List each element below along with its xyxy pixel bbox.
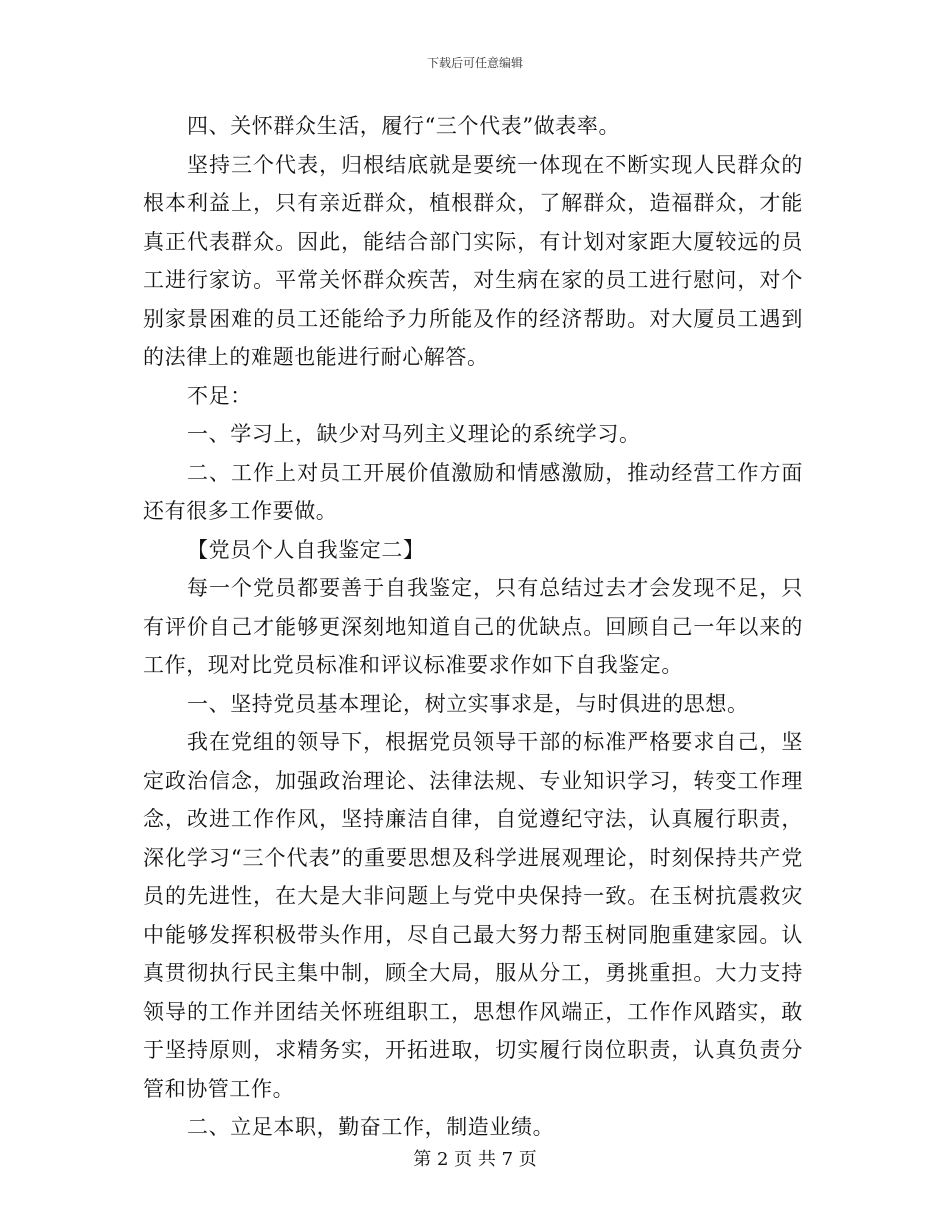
paragraph: 坚持三个代表，归根结底就是要统一体现在不断实现人民群众的根本利益上，只有亲近群众，植根群众，了解群众，造福群众，才能真正代表群众。因此，能结合部门实际，有计划对家距大厦较远的员工进行家访。平常关怀群众疾苦，对生病在家的员工进行慰问，对个别家景困难的员工还能给予力所能及作的经济帮助。对大厦员工遇到的法律上的难题也能进行耐心解答。: [143, 152, 803, 369]
page-footer: 第 2 页 共 7 页: [413, 1149, 537, 1170]
paragraph: 二、立足本职，勤奋工作，制造业绩。: [187, 1115, 555, 1139]
paragraph: 二、工作上对员工开展价值激励和情感激励，推动经营工作方面还有很多工作要做。: [143, 460, 803, 523]
page-header: 下载后可任意编辑: [426, 56, 523, 70]
paragraph: 每一个党员都要善于自我鉴定，只有总结过去才会发现不足，只有评价自己才能够更深刻地知道自己的优缺点。回顾自己一年以来的工作，现对比党员标准和评议标准要求作如下自我鉴定。: [143, 576, 803, 677]
paragraph: 我在党组的领导下，根据党员领导干部的标准严格要求自己，坚定政治信念，加强政治理论、法律法规、专业知识学习，转变工作理念，改进工作作风，坚持廉洁自律，自觉遵纪守法，认真履行职责，深化学习“三个代表”的重要思想及科学进展观理论，时刻保持共产党员的先进性，在大是大非问题上与党中央保持一致。在玉树抗震救灾中能够发挥积极带头作用，尽自己最大努力帮玉树同胞重建家园。认真贯彻执行民主集中制，顾全大局，服从分工，勇挑重担。大力支持领导的工作并团结关怀班组职工，思想作风端正，工作作风踏实，敢于坚持原则，求精务实，开拓进取，切实履行岗位职责，认真负责分管和协管工作。: [143, 730, 803, 1101]
section-heading: 【党员个人自我鉴定二】: [187, 537, 425, 562]
document-body: [143, 107, 803, 1147]
paragraph: 一、学习上，缺少对马列主义理论的系统学习。: [187, 422, 641, 446]
paragraph: 一、坚持党员基本理论，树立实事求是，与时俱进的思想。: [187, 691, 749, 716]
paragraph: 不足：: [187, 383, 252, 408]
paragraph: 四、关怀群众生活，履行“三个代表”做表率。: [187, 114, 621, 138]
